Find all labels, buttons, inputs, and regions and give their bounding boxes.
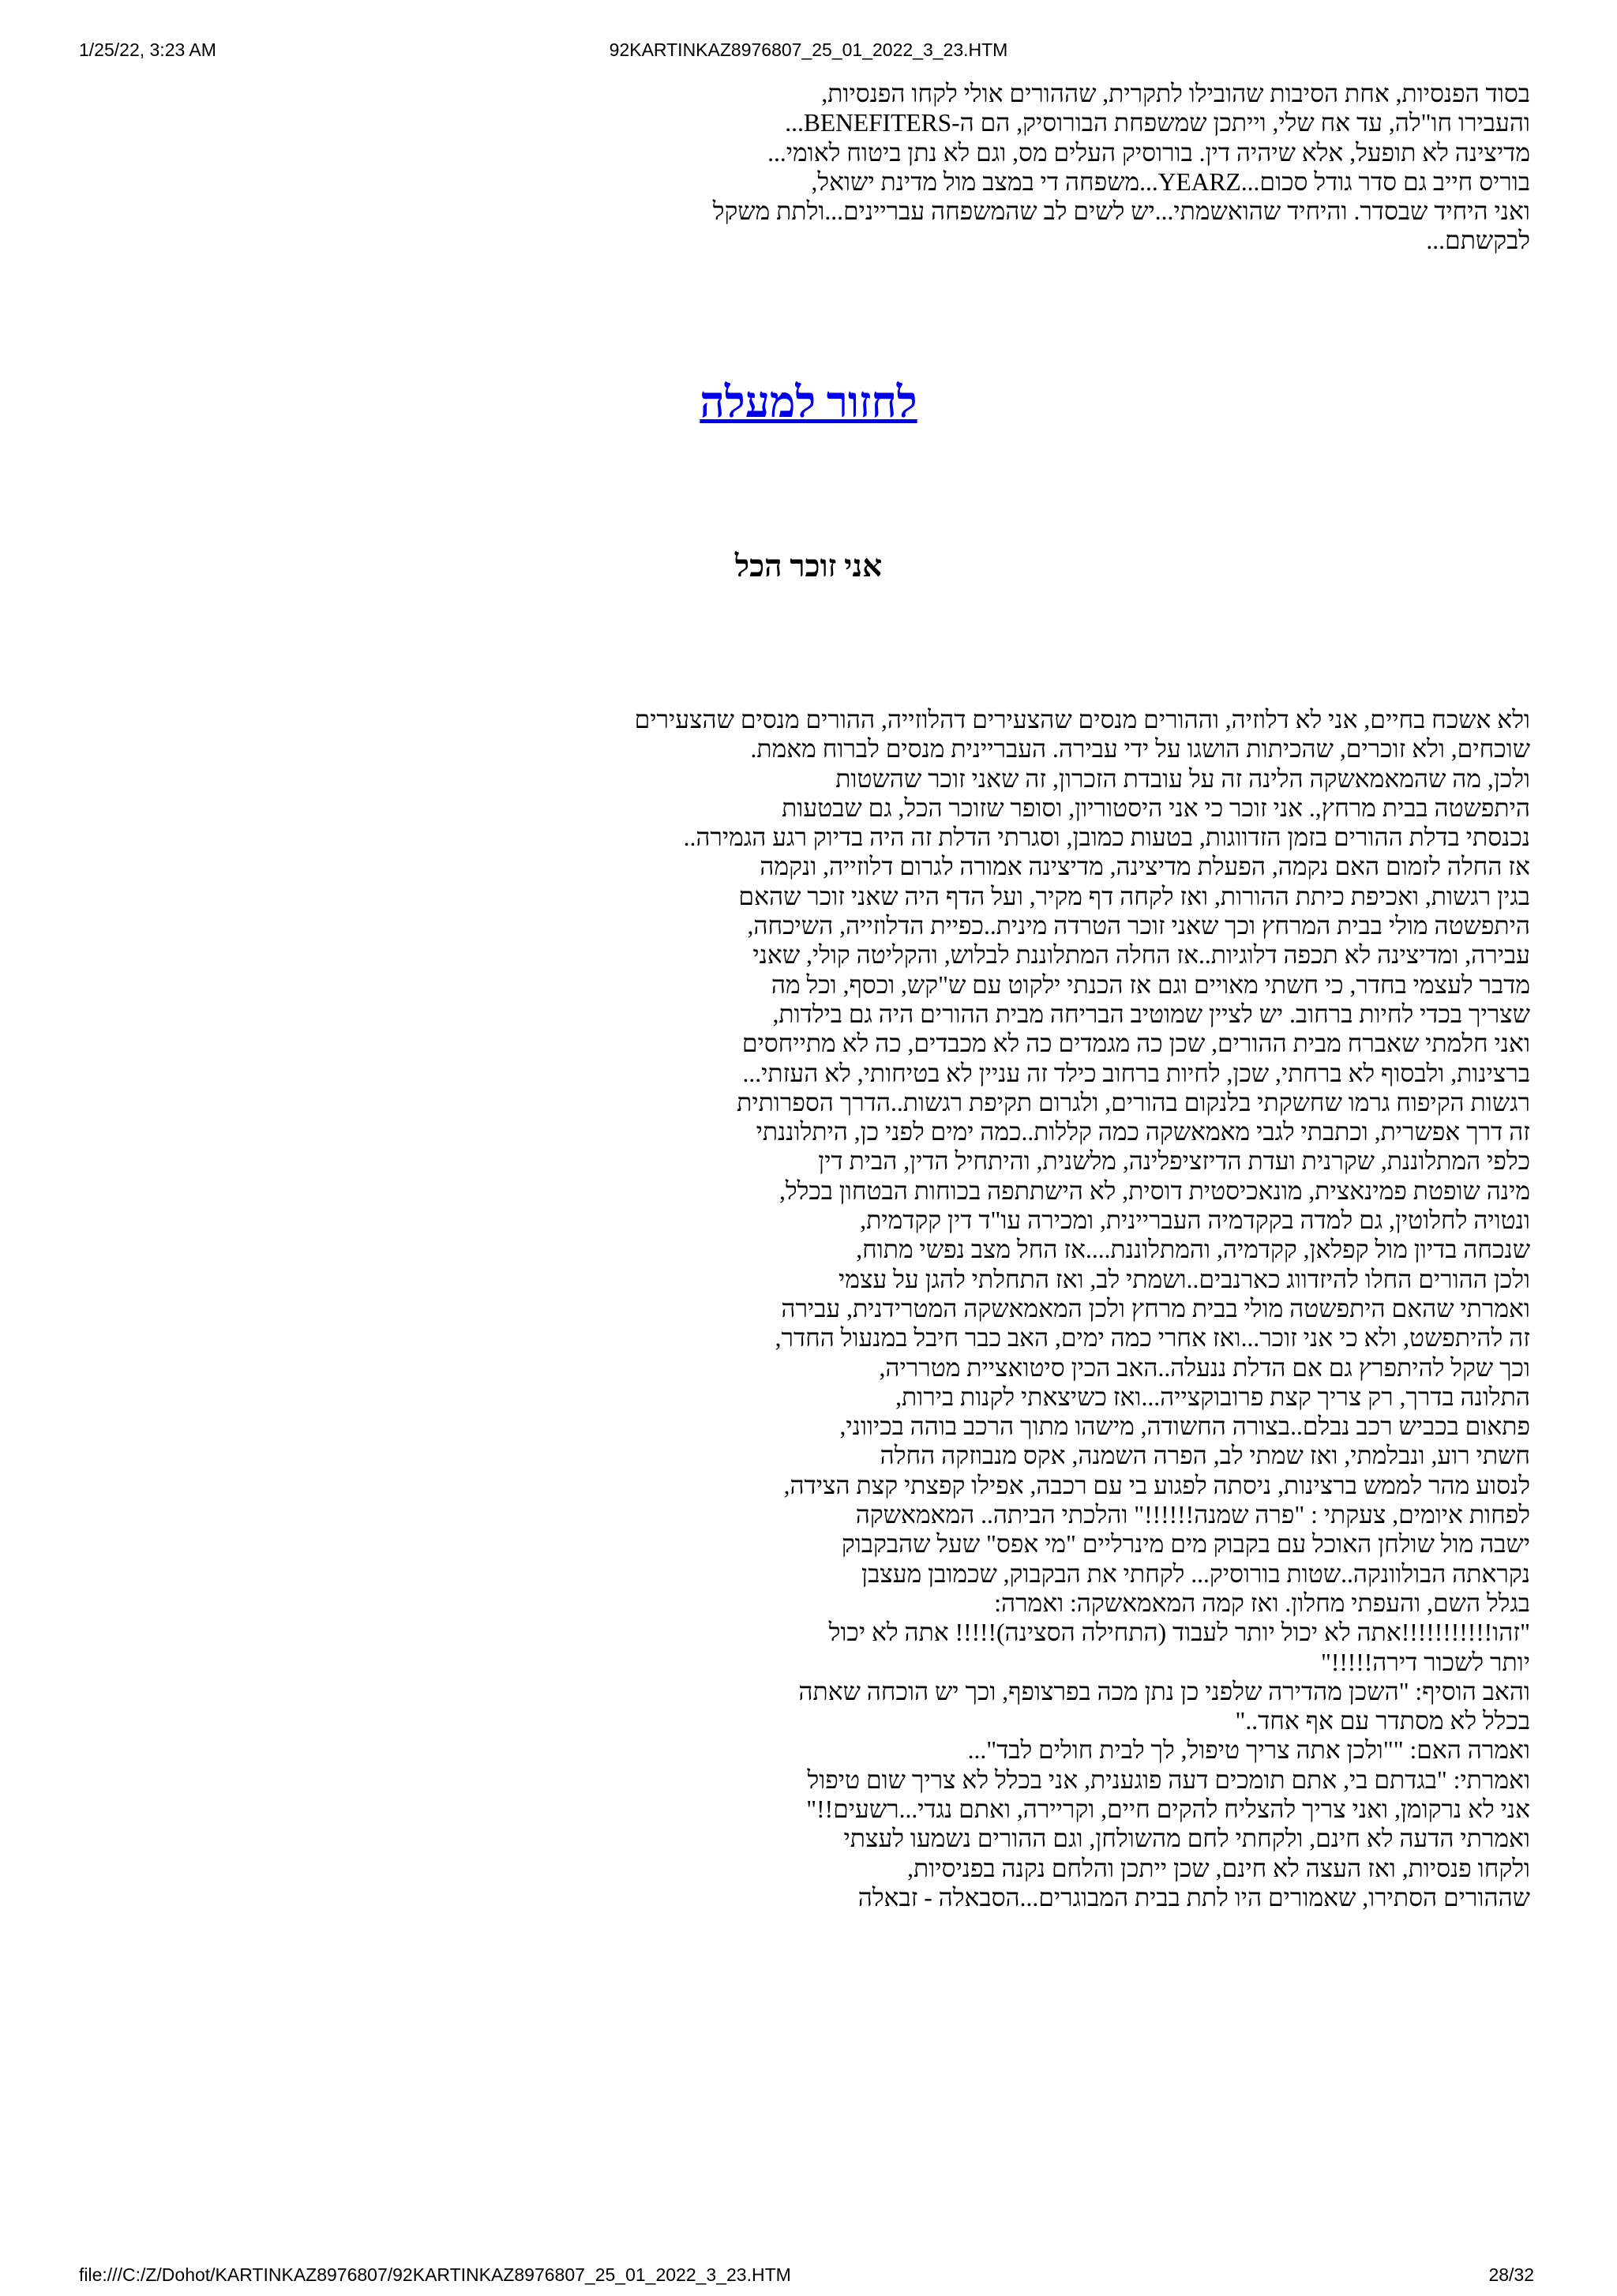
- text-line: ואמרתי הדעה לא חינם, ולקחתי לחם מהשולחן, וגם ההורים נשמעו לעצתי: [843, 1825, 1530, 1853]
- text-line: היתפשטה מולי בבית המרחץ וכך שאני זוכר הטרדה מינית..כפיית הדלוזייה, השיכחה,: [747, 912, 1530, 940]
- text-line: לבקשתם...: [1426, 227, 1530, 255]
- text-line: שצריך בכדי לחיות ברחוב. יש לציין שמוטיב הבריחה מבית ההורים היה גם בילדות,: [772, 1000, 1530, 1028]
- text-line: ברצינות, ולבסוף לא ברחתי, שכן, לחיות ברחוב כילד זה עניין לא בטיחותי, לא העזתי...: [742, 1059, 1530, 1087]
- print-page-number: 28/32: [1488, 2264, 1534, 2285]
- text-line: ואני היחיד שבסדר. והיחיד שהואשמתי...יש לשים לב שהמשפחה עבריינים...ולתת משקל: [712, 197, 1530, 226]
- print-datetime: 1/25/22, 3:23 AM: [79, 39, 216, 60]
- back-to-top-link[interactable]: לחזור למעלה: [700, 378, 917, 426]
- text-line: בכלל לא מסתדר עם אף אחד..": [1235, 1707, 1530, 1735]
- text-line: בסוד הפנסיות, אחת הסיבות שהובילו לתקרית, שההורים אולי לקחו הפנסיות,: [821, 80, 1530, 107]
- text-line: והעבירו חו"לה, עד אח שלי, וייתכן שמשפחת הבורוסיק, הם ה-BENEFITERS...: [785, 109, 1530, 137]
- text-line: ולכן, מה שהמאמאשקה הלינה זה על עובדת הזכרון, זה שאני זוכר שהשטות: [835, 764, 1530, 793]
- print-file-path: file:///C:/Z/Dohot/KARTINKAZ8976807/92KARTINKAZ8976807_25_01_2022_3_23.HTM: [79, 2264, 791, 2285]
- text-line: וכך שקל להיתפרץ גם אם הדלת ננעלה..האב הכין סיטואציית מטרריה,: [879, 1353, 1530, 1382]
- text-line: יותר לשכור דירה!!!!!": [1320, 1648, 1530, 1676]
- text-line: ישבה מול שולחן האוכל עם בקבוק מים מינרליים "מי אפס" שעל שהבקבוק: [841, 1530, 1530, 1559]
- text-line: נקראתה הבולוונקה..שטות בורוסיק... לקחתי את הבקבוק, שכמובן מעצבן: [861, 1559, 1530, 1588]
- text-line: והאב הוסיף: "השכן מהדירה שלפני כן נתן מכה בפרצופף, וכך יש הוכחה שאתה: [798, 1677, 1530, 1705]
- text-line: פתאום בכביש רכב נבלם..בצורה החשודה, מישהו מתוך הרכב בוהה בכיווני,: [839, 1412, 1530, 1441]
- main-paragraph: [306, 705, 1530, 1912]
- text-line: ולא אשכח בחיים, אני לא דלוזיה, וההורים מנסים שהצעירים דהלוזייה, ההורים מנסים שהצעירים: [634, 706, 1530, 733]
- text-line: ולקחו פנסיות, ואז העצה לא חינם, שכן ייתכן והלחם נקנה בפניסיות,: [907, 1854, 1530, 1882]
- print-filename: 92KARTINKAZ8976807_25_01_2022_3_23.HTM: [609, 39, 1008, 60]
- text-line: מדבר לעצמי בחדר, כי חשתי מאויים וגם אז הכנתי ילקוט עם ש"קש, וכסף, וכל מה: [771, 970, 1530, 999]
- text-line: היתפשטה בבית מרחץ,. אני זוכר כי אני היסטוריון, וסופר שזוכר הכל, גם שבטעות: [782, 793, 1530, 822]
- text-line: מדיצינה לא תופעל, אלא שיהיה דין. בורוסיק העלים מס, וגם לא נתן ביטוח לאומי...: [767, 138, 1530, 167]
- text-line: ואני חלמתי שאברח מבית ההורים, שכן כה מגמדים כה לא מכבדים, כה לא מתייחסים: [741, 1030, 1530, 1058]
- text-line: רגשות הקיפוח גרמו שחשקתי בלנקום בהורים, ולגרום תקיפת רגשות..הדרך הספרותית: [737, 1088, 1530, 1116]
- section-title: אני זוכר הכל: [734, 550, 883, 583]
- text-line: מינה שופטת פמינאצית, מונאכיסטית דוסית, לא הישתתפה בכוחות הבטחון בכלל,: [778, 1176, 1530, 1205]
- text-line: שוכחים, ולא זוכרים, שהכיתות הושגו על ידי עבירה. העבריינית מנסים לברוח מאמת.: [750, 735, 1530, 763]
- text-line: זה להיתפשט, ולא כי אני זוכר...ואז אחרי כמה ימים, האב כבר חיבל במנעול החדר,: [775, 1324, 1530, 1352]
- text-line: שנכחה בדיון מול קפלאן, קקדמיה, והמתלוננת....אז החל מצב נפשי מתוח,: [856, 1236, 1530, 1264]
- text-line: כלפי המתלוננת, שקרנית ועדת הדיזציפלינה, מלשנית, והיתחיל הדין, הבית דין: [818, 1147, 1530, 1176]
- text-line: ואמרתי: "בגדתם בי, אתם תומכים דעה פוגענית, אני בכלל לא צריך שום טיפול: [807, 1765, 1530, 1794]
- print-footer: [0, 2264, 1617, 2296]
- text-line: חשתי רוע, ונבלמתי, ואז שמתי לב, הפרה השמנה, אקס מנבוזקה החלה: [880, 1442, 1530, 1470]
- text-line: זה דרך אפשרית, וכתבתי לגבי מאמאשקה כמה קללות..כמה ימים לפני כן, היתלוננתי: [756, 1118, 1530, 1146]
- text-line: אני לא נרקומן, ואני צריך להצליח להקים חיים, וקריירה, ואתם נגדי...רשעים!!": [806, 1795, 1530, 1823]
- text-line: "זהו!!!!!!!!!!!אתה לא יכול יותר לעבוד (התחילה הסצינה)!!!!! אתה לא יכול: [828, 1619, 1530, 1647]
- text-line: לנסוע מהר לממש ברצינות, ניסתה לפגוע בי עם רכבה, אפילו קפצתי קצת הצידה,: [783, 1471, 1530, 1499]
- text-line: בוריס חייב גם סדר גודל סכום...YEARZ...משפחה די במצב מול מדינת ישואל,: [811, 167, 1530, 196]
- print-header: [0, 39, 1617, 71]
- text-line: אז החלה לזמום האם נקמה, הפעלת מדיצינה, מדיצינה אמורה לגרום דלוזייה, ונקמה: [760, 853, 1530, 881]
- text-line: בגין רגשות, ואכיפת כיתת ההורות, ואז לקחה דף מקיר, ועל הדף היה שאני זוכר שהאם: [738, 882, 1530, 910]
- text-line: בגלל השם, והעפתי מחלון. ואז קמה המאמאשקה: ואמרה:: [994, 1589, 1530, 1617]
- text-line: שההורים הסתירו, שאמורים היו לתת בבית המבוגרים...הסבאלה - זבאלה: [857, 1883, 1530, 1911]
- top-paragraph: [425, 79, 1530, 256]
- text-line: נכנסתי בדלת ההורים בזמן הזדווגות, בטעות כמובן, וסגרתי הדלת זה היה בדיוק רגע הגמירה..: [683, 823, 1530, 852]
- text-line: עבירה, ומדיצינה לא תכפה דלוגיות..אז החלה המתלוננת לבלוש, והקליטה קולי, שאני: [752, 941, 1530, 970]
- text-line: לפחות איומים, צעקתי : "פרה שמנה!!!!!!" והלכתי הביתה.. המאמאשקה: [855, 1501, 1530, 1529]
- text-line: ונטויה לחלוטין, גם למדה בקקדמיה העבריינית, ומכירה עו"ד דין קקדמית,: [860, 1206, 1530, 1235]
- text-line: ואמרה האם: ""ולכן אתה צריך טיפול, לך לבית חולים לבד"...: [967, 1736, 1530, 1765]
- text-line: התלונה בדרך, רק צריך קצת פרובוקצייה...ואז כשיצאתי לקנות בירות,: [895, 1382, 1530, 1411]
- text-line: ואמרתי שהאם היתפשטה מולי בבית מרחץ ולכן המאמאשקה המטרידנית, עבירה: [781, 1294, 1530, 1322]
- text-line: ולכן ההורים החלו להיזדווג כארנבים..ושמתי לב, ואז התחלתי להגן על עצמי: [839, 1265, 1530, 1293]
